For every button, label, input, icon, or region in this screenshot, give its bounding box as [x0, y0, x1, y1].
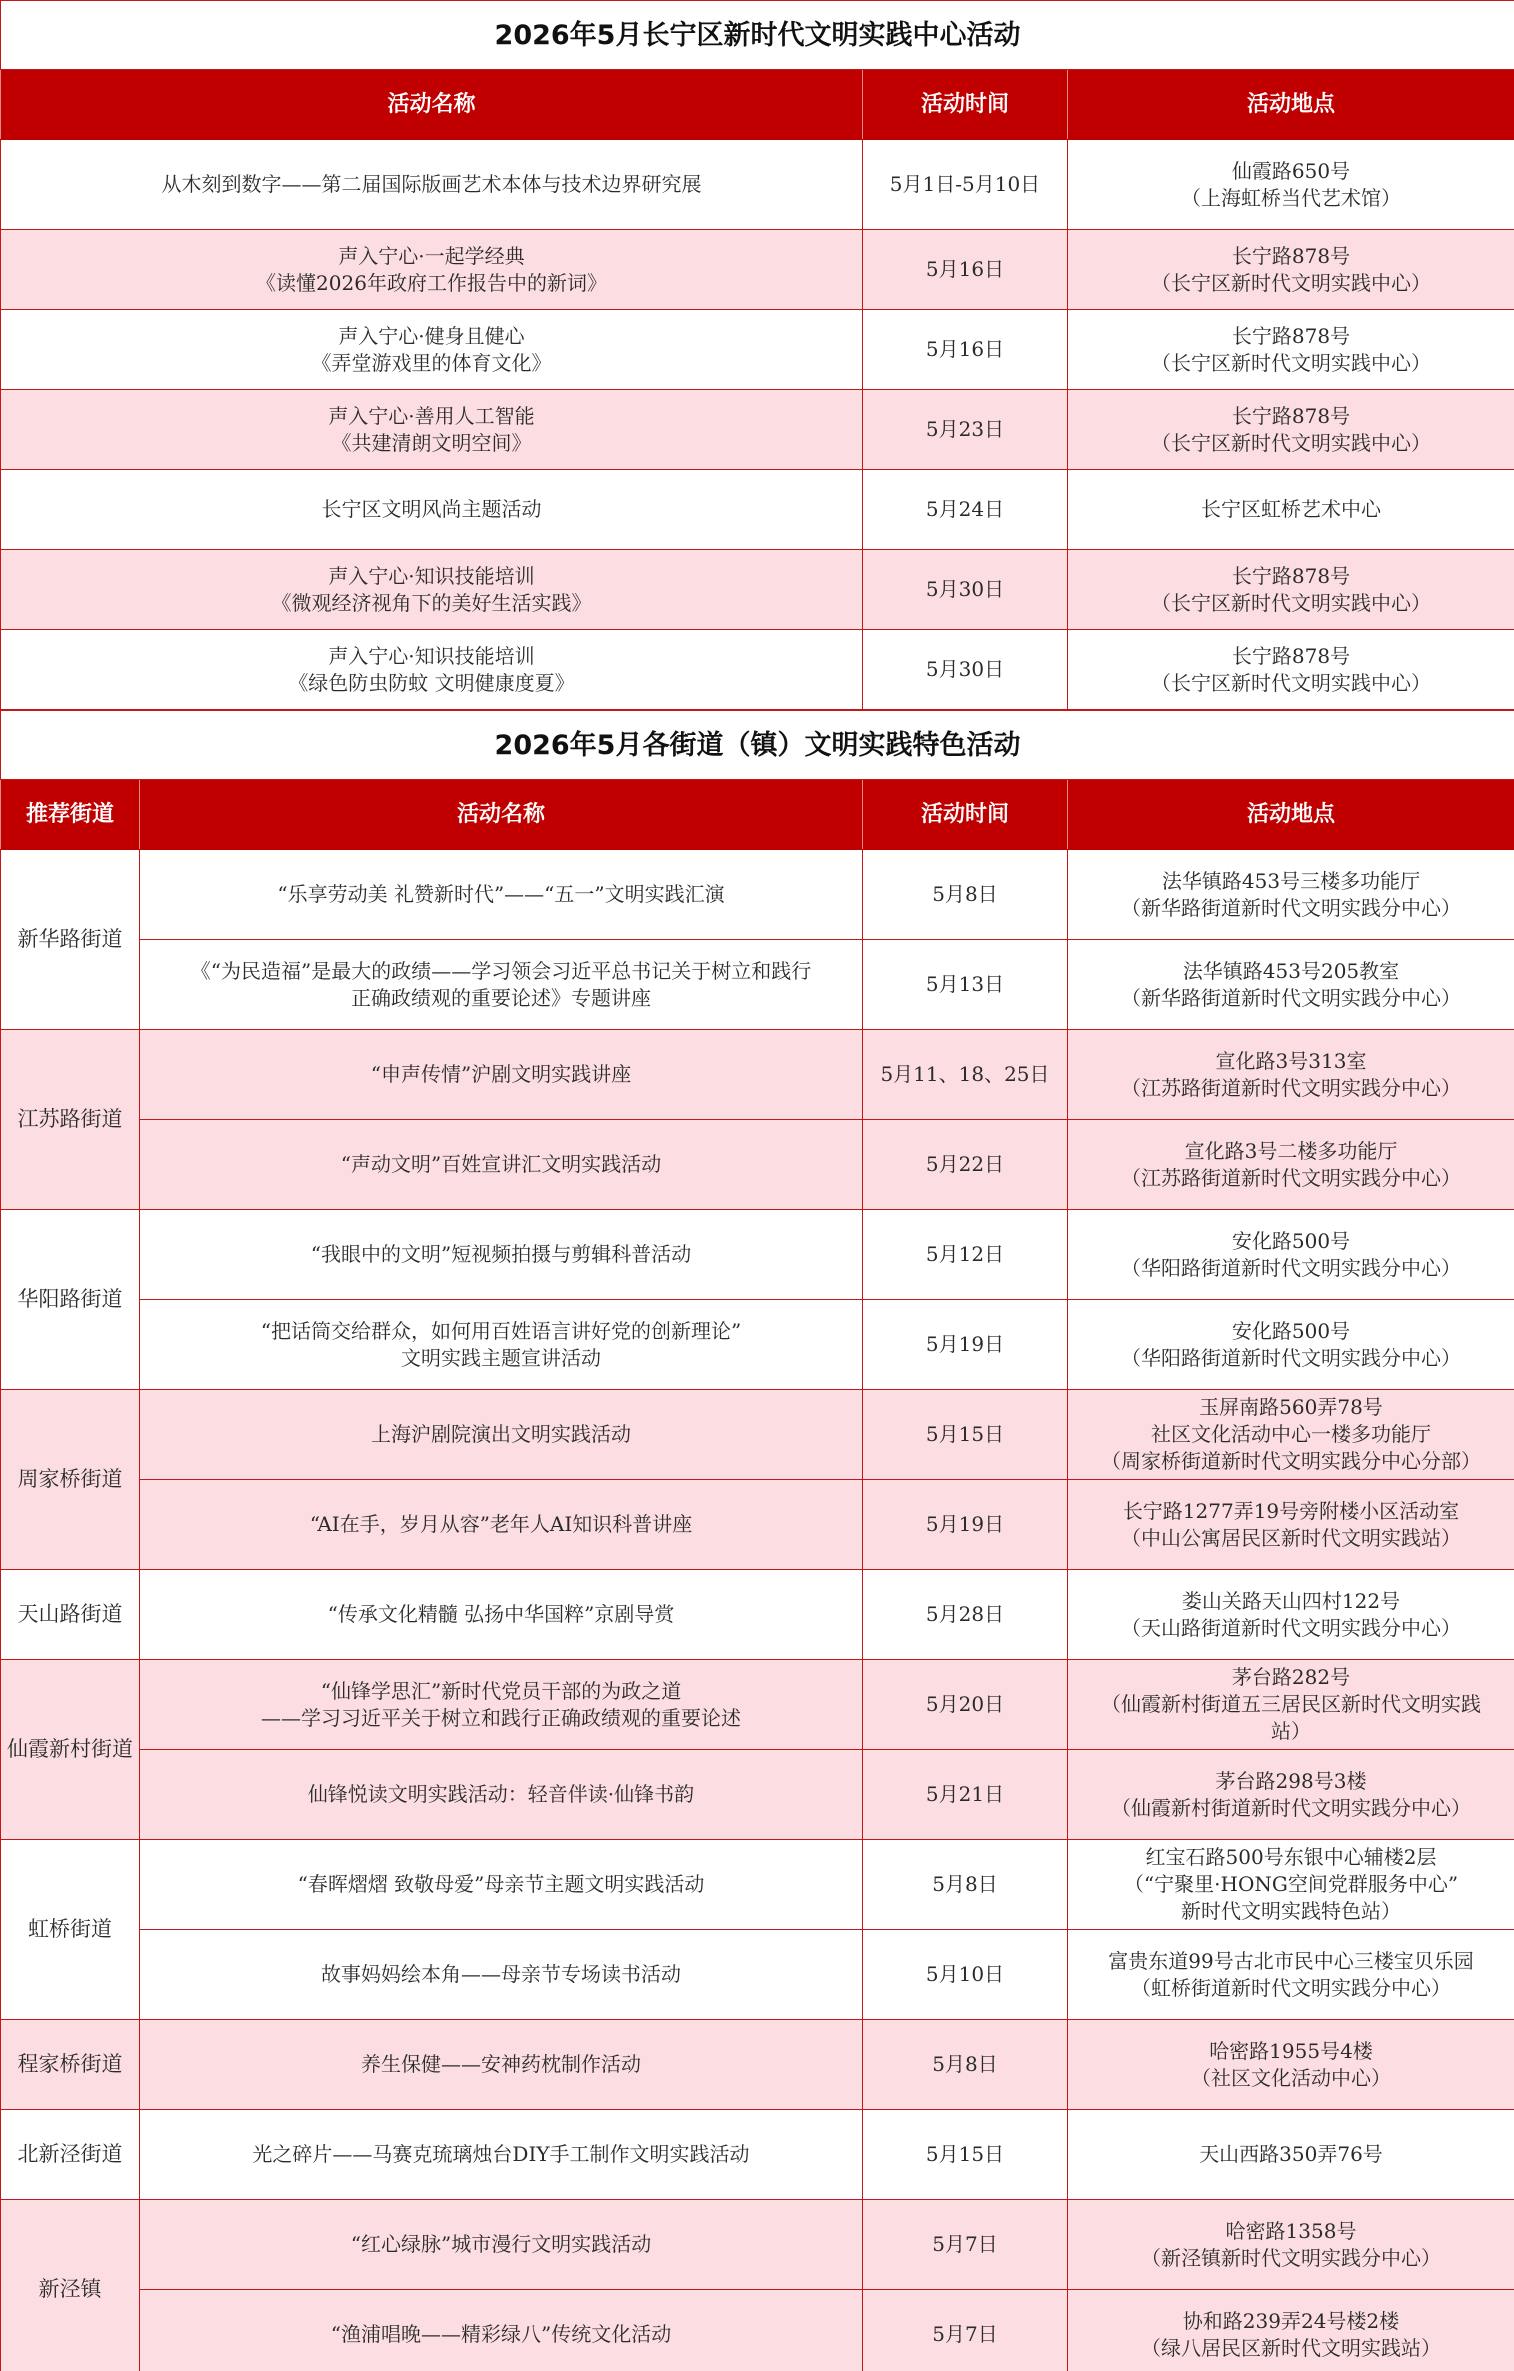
activity-place-cell: [1068, 1840, 1514, 1930]
text-line: （新泾镇新时代文明实践分中心）: [1141, 2245, 1441, 2270]
activity-place-cell: [1068, 470, 1514, 550]
activity-time-cell: 5月15日: [863, 1390, 1068, 1480]
activity-place-cell: [1068, 390, 1514, 470]
table-row: [1, 1480, 1514, 1570]
table-row: [1, 940, 1514, 1030]
text-line: 茅台路298号3楼: [1215, 1768, 1367, 1793]
text-line: （长宁区新时代文明实践中心）: [1151, 270, 1431, 295]
activity-time-cell: 5月12日: [863, 1210, 1068, 1300]
table-row: [1, 2200, 1514, 2290]
activity-time-cell: 5月19日: [863, 1300, 1068, 1390]
text-line: 声入宁心·知识技能培训: [328, 643, 535, 668]
table-row: [1, 1570, 1514, 1660]
activity-place-cell: [1068, 1300, 1514, 1390]
text-line: （上海虹桥当代艺术馆）: [1181, 185, 1401, 210]
activity-time-cell: 5月13日: [863, 940, 1068, 1030]
activity-place-cell: [1068, 2290, 1514, 2371]
activity-name-cell: [140, 1390, 863, 1480]
text-line: 站）: [1271, 1719, 1311, 1743]
activity-name-cell: [140, 1300, 863, 1390]
text-line: “传承文化精髓 弘扬中华国粹”京剧导赏: [327, 1602, 675, 1626]
text-line: 养生保健——安神药枕制作活动: [361, 2052, 641, 2076]
activity-name-cell: [140, 1660, 863, 1750]
table-row: [1, 630, 1514, 710]
text-line: “春晖熠熠 致敬母爱”母亲节主题文明实践活动: [297, 1872, 705, 1896]
activity-place-cell: [1068, 310, 1514, 390]
activity-name-cell: [140, 1030, 863, 1120]
text-line: （华阳路街道新时代文明实践分中心）: [1121, 1345, 1461, 1370]
activity-time-cell: 5月30日: [863, 630, 1068, 710]
activity-place-cell: [1068, 1660, 1514, 1750]
text-line: 协和路239弄24号楼2楼: [1182, 2308, 1400, 2333]
text-line: 《共建清朗文明空间》: [331, 430, 532, 455]
text-line: （中山公寓居民区新时代文明实践站）: [1121, 1525, 1461, 1550]
table-row: [1, 1030, 1514, 1120]
activity-name-cell: [1, 390, 863, 470]
street-name-cell: 华阳路街道: [1, 1210, 140, 1390]
activity-place-cell: [1068, 2020, 1514, 2110]
activity-time-cell: 5月30日: [863, 550, 1068, 630]
activity-time-cell: 5月23日: [863, 390, 1068, 470]
table-row: [1, 550, 1514, 630]
text-line: 从木刻到数字——第二届国际版画艺术本体与技术边界研究展: [161, 172, 702, 196]
text-line: “把话筒交给群众，如何用百姓语言讲好党的创新理论”: [260, 1318, 742, 1343]
activity-place-cell: [1068, 630, 1514, 710]
text-line: （江苏路街道新时代文明实践分中心）: [1121, 1165, 1461, 1190]
activity-time-cell: 5月10日: [863, 1930, 1068, 2020]
header-activity-name: 活动名称: [1, 70, 863, 140]
text-line: （华阳路街道新时代文明实践分中心）: [1121, 1255, 1461, 1280]
activity-name-cell: [140, 1930, 863, 2020]
table-row: [1, 1300, 1514, 1390]
text-line: （江苏路街道新时代文明实践分中心）: [1121, 1075, 1461, 1100]
text-line: 天山西路350弄76号: [1199, 2142, 1383, 2166]
text-line: 声入宁心·知识技能培训: [328, 563, 535, 588]
activity-place-cell: [1068, 1930, 1514, 2020]
activity-time-cell: 5月8日: [863, 850, 1068, 940]
text-line: （绿八居民区新时代文明实践站）: [1141, 2335, 1441, 2360]
text-line: 玉屏南路560弄78号: [1199, 1395, 1383, 1419]
activity-name-cell: [140, 1570, 863, 1660]
activity-name-cell: [140, 1480, 863, 1570]
text-line: 长宁路1277弄19号旁附楼小区活动室: [1122, 1498, 1460, 1523]
text-line: 正确政绩观的重要论述》专题讲座: [351, 985, 651, 1010]
activity-name-cell: [140, 940, 863, 1030]
table-row: [1, 390, 1514, 470]
table-row: [1, 1840, 1514, 1930]
text-line: 社区文化活动中心一楼多功能厅: [1151, 1422, 1431, 1446]
text-line: 《“为民造福”是最大的政绩——学习领会习近平总书记关于树立和践行: [190, 958, 812, 983]
text-line: 光之碎片——马赛克琉璃烛台DIY手工制作文明实践活动: [252, 2142, 750, 2166]
street-name-cell: 程家桥街道: [1, 2020, 140, 2110]
text-line: （新华路街道新时代文明实践分中心）: [1121, 985, 1461, 1010]
text-line: （长宁区新时代文明实践中心）: [1151, 430, 1431, 455]
street-name-cell: 新泾镇: [1, 2200, 140, 2371]
table-row: [1, 2020, 1514, 2110]
activity-name-cell: [140, 2020, 863, 2110]
text-line: （长宁区新时代文明实践中心）: [1151, 590, 1431, 615]
table-row: [1, 1210, 1514, 1300]
text-line: 长宁路878号: [1231, 643, 1351, 668]
header-activity-time: 活动时间: [863, 70, 1068, 140]
text-line: 文明实践主题宣讲活动: [401, 1345, 601, 1370]
text-line: “申声传情”沪剧文明实践讲座: [370, 1062, 632, 1086]
activity-name-cell: [1, 630, 863, 710]
header-street: 推荐街道: [1, 780, 140, 850]
text-line: “声动文明”百姓宣讲汇文明实践活动: [340, 1152, 662, 1176]
text-line: 红宝石路500号东银中心辅楼2层: [1145, 1845, 1437, 1869]
text-line: “渔浦唱晚——精彩绿八”传统文化活动: [330, 2322, 672, 2346]
street-activities-table: [0, 710, 1514, 2371]
activity-name-cell: [140, 1750, 863, 1840]
text-line: 故事妈妈绘本角——母亲节专场读书活动: [321, 1962, 681, 1986]
activity-place-cell: [1068, 1750, 1514, 1840]
table-row: [1, 310, 1514, 390]
activity-name-cell: [140, 2200, 863, 2290]
activity-place-cell: [1068, 1210, 1514, 1300]
text-line: “AI在手，岁月从容”老年人AI知识科普讲座: [309, 1512, 693, 1536]
text-line: （虹桥街道新时代文明实践分中心）: [1131, 1975, 1451, 2000]
activity-place-cell: [1068, 1570, 1514, 1660]
header-activity-place: 活动地点: [1068, 780, 1514, 850]
activity-name-cell: [140, 1210, 863, 1300]
activity-time-cell: 5月8日: [863, 2020, 1068, 2110]
activity-name-cell: [1, 310, 863, 390]
street-name-cell: 仙霞新村街道: [1, 1660, 140, 1840]
table-row: [1, 2290, 1514, 2371]
activity-place-cell: [1068, 230, 1514, 310]
text-line: 长宁路878号: [1231, 403, 1351, 428]
text-line: “仙锋学思汇”新时代党员干部的为政之道: [320, 1678, 682, 1703]
activity-place-cell: [1068, 1030, 1514, 1120]
text-line: 长宁区虹桥艺术中心: [1201, 497, 1381, 521]
activity-place-cell: [1068, 1120, 1514, 1210]
activity-time-cell: 5月11、18、25日: [863, 1030, 1068, 1120]
header-activity-time: 活动时间: [863, 780, 1068, 850]
activity-name-cell: [140, 1840, 863, 1930]
text-line: （仙霞新村街道五三居民区新时代文明实践: [1101, 1692, 1481, 1716]
table-row: [1, 1120, 1514, 1210]
activity-name-cell: [1, 140, 863, 230]
text-line: 长宁路878号: [1231, 563, 1351, 588]
activity-name-cell: [1, 230, 863, 310]
activity-name-cell: [1, 550, 863, 630]
text-line: 《读懂2026年政府工作报告中的新词》: [256, 270, 607, 295]
text-line: 声入宁心·健身且健心: [338, 323, 525, 348]
center-activities-table: [0, 0, 1514, 710]
text-line: 声入宁心·一起学经典: [338, 243, 525, 268]
activity-time-cell: 5月19日: [863, 1480, 1068, 1570]
text-line: 《弄堂游戏里的体育文化》: [311, 350, 552, 375]
table-row: [1, 1660, 1514, 1750]
text-line: （社区文化活动中心）: [1191, 2065, 1391, 2090]
text-line: 上海沪剧院演出文明实践活动: [371, 1422, 631, 1446]
activity-place-cell: [1068, 2200, 1514, 2290]
activity-place-cell: [1068, 550, 1514, 630]
text-line: （新华路街道新时代文明实践分中心）: [1121, 895, 1461, 920]
section2-title: 2026年5月各街道（镇）文明实践特色活动: [1, 711, 1514, 780]
text-line: 宣化路3号313室: [1215, 1048, 1367, 1073]
activity-name-cell: [140, 2110, 863, 2200]
activity-name-cell: [140, 2290, 863, 2371]
activity-time-cell: 5月7日: [863, 2290, 1068, 2371]
text-line: 哈密路1358号: [1225, 2218, 1357, 2243]
activity-time-cell: 5月28日: [863, 1570, 1068, 1660]
text-line: ——学习习近平关于树立和践行正确政绩观的重要论述: [261, 1705, 741, 1730]
activity-place-cell: [1068, 850, 1514, 940]
activity-name-cell: [1, 470, 863, 550]
activity-time-cell: 5月8日: [863, 1840, 1068, 1930]
text-line: （周家桥街道新时代文明实践分中心分部）: [1101, 1449, 1481, 1473]
activity-name-cell: [140, 850, 863, 940]
table-row: [1, 850, 1514, 940]
activity-name-cell: [140, 1120, 863, 1210]
text-line: （长宁区新时代文明实践中心）: [1151, 670, 1431, 695]
text-line: 宣化路3号二楼多功能厅: [1184, 1138, 1398, 1163]
street-name-cell: 新华路街道: [1, 850, 140, 1030]
street-name-cell: 江苏路街道: [1, 1030, 140, 1210]
street-name-cell: 虹桥街道: [1, 1840, 140, 2020]
text-line: 富贵东道99号古北市民中心三楼宝贝乐园: [1108, 1948, 1474, 1973]
text-line: “我眼中的文明”短视频拍摄与剪辑科普活动: [310, 1242, 692, 1266]
text-line: 长宁区文明风尚主题活动: [321, 497, 542, 521]
table-row: [1, 1390, 1514, 1480]
header-activity-place: 活动地点: [1068, 70, 1514, 140]
activity-time-cell: 5月20日: [863, 1660, 1068, 1750]
text-line: 茅台路282号: [1231, 1665, 1351, 1689]
table-row: [1, 470, 1514, 550]
text-line: 法华镇路453号三楼多功能厅: [1161, 868, 1421, 893]
text-line: 哈密路1955号4楼: [1209, 2038, 1373, 2063]
activity-place-cell: [1068, 2110, 1514, 2200]
activity-place-cell: [1068, 140, 1514, 230]
text-line: “红心绿脉”城市漫行文明实践活动: [350, 2232, 652, 2256]
text-line: 安化路500号: [1231, 1228, 1351, 1253]
text-line: “乐享劳动美 礼赞新时代”——“五一”文明实践汇演: [277, 882, 725, 906]
street-name-cell: 周家桥街道: [1, 1390, 140, 1570]
activity-place-cell: [1068, 940, 1514, 1030]
text-line: 娄山关路天山四村122号: [1181, 1588, 1401, 1613]
text-line: 仙霞路650号: [1231, 158, 1351, 183]
table-row: [1, 1930, 1514, 2020]
header-activity-name: 活动名称: [140, 780, 863, 850]
street-name-cell: 天山路街道: [1, 1570, 140, 1660]
text-line: 新时代文明实践特色站）: [1181, 1899, 1401, 1923]
text-line: （“宁聚里·HONG空间党群服务中心”: [1123, 1872, 1459, 1896]
activity-place-cell: [1068, 1480, 1514, 1570]
street-name-cell: 北新泾街道: [1, 2110, 140, 2200]
activity-place-cell: [1068, 1390, 1514, 1480]
text-line: （长宁区新时代文明实践中心）: [1151, 350, 1431, 375]
activity-time-cell: 5月24日: [863, 470, 1068, 550]
activity-time-cell: 5月16日: [863, 310, 1068, 390]
table-row: [1, 2110, 1514, 2200]
section1-title: 2026年5月长宁区新时代文明实践中心活动: [1, 1, 1514, 70]
activity-time-cell: 5月21日: [863, 1750, 1068, 1840]
text-line: 仙锋悦读文明实践活动：轻音伴读·仙锋书韵: [307, 1782, 695, 1806]
text-line: 长宁路878号: [1231, 323, 1351, 348]
text-line: （仙霞新村街道新时代文明实践分中心）: [1111, 1795, 1471, 1820]
table-row: [1, 140, 1514, 230]
text-line: 长宁路878号: [1231, 243, 1351, 268]
text-line: 法华镇路453号205教室: [1182, 958, 1400, 983]
table-row: [1, 1750, 1514, 1840]
table-row: [1, 230, 1514, 310]
text-line: 《微观经济视角下的美好生活实践》: [271, 590, 592, 615]
activity-time-cell: 5月22日: [863, 1120, 1068, 1210]
activity-time-cell: 5月7日: [863, 2200, 1068, 2290]
text-line: 声入宁心·善用人工智能: [328, 403, 535, 428]
text-line: （天山路街道新时代文明实践分中心）: [1121, 1615, 1461, 1640]
activity-time-cell: 5月1日-5月10日: [863, 140, 1068, 230]
activity-time-cell: 5月15日: [863, 2110, 1068, 2200]
activity-time-cell: 5月16日: [863, 230, 1068, 310]
text-line: 《绿色防虫防蚊 文明健康度夏》: [288, 670, 575, 695]
text-line: 安化路500号: [1231, 1318, 1351, 1343]
